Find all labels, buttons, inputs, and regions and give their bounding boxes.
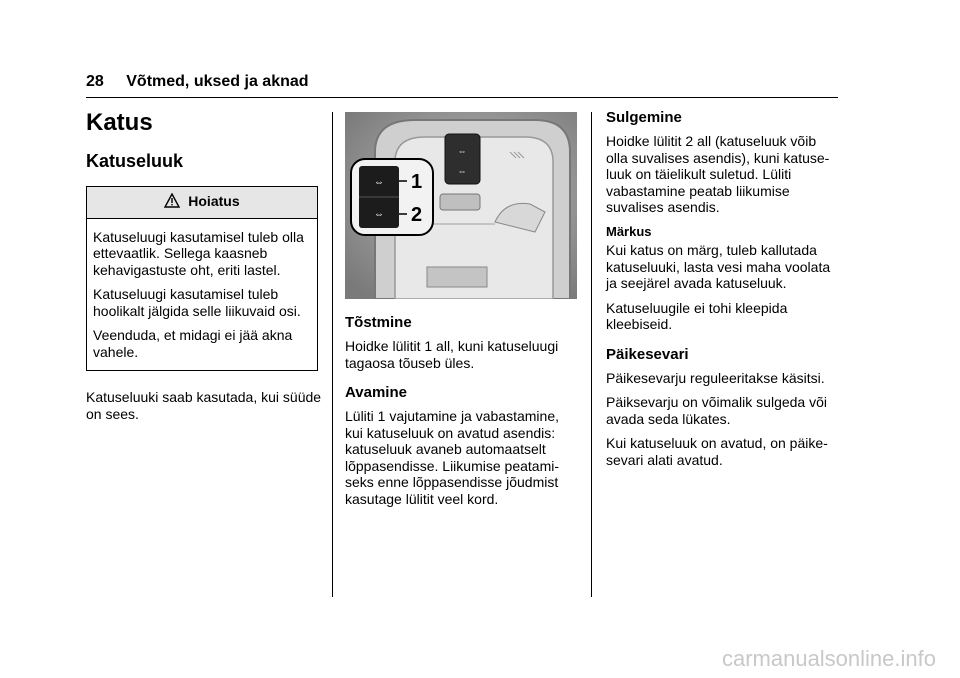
warning-paragraph: Katuseluugi kasutamisel tuleb olla ettevaatlik. Sellega kaasneb kehavigastuste oht, eriti lastel. xyxy=(93,228,304,278)
header-rule xyxy=(86,97,838,98)
text-avamine: Lüliti 1 vajutamine ja vabastamine, kui katuseluuk on avatud asendis: katuseluuk avaneb automaatselt lõppasendisse. Liikumise peatami-seks enne lõppasendisse jõudmist kasutage lülitit veel kord. xyxy=(345,408,560,507)
subsection-title: Katuseluuk xyxy=(86,151,184,171)
warning-paragraph: Katuseluugi kasutamisel tuleb hoolikalt jälgida selle liikuvaid osi. xyxy=(93,286,301,319)
heading-sulgemine: Sulgemine xyxy=(606,109,682,126)
heading-avamine: Avamine xyxy=(345,384,407,401)
svg-text:⇔: ⇔ xyxy=(457,166,467,176)
page-header xyxy=(86,73,309,91)
text-sulgemine-extra: Katuseluugile ei tohi kleepida kleebiseid. xyxy=(606,299,788,332)
watermark: carmanualsonline.info xyxy=(721,646,936,671)
note-label: Märkus xyxy=(606,223,652,239)
page-number: 28 xyxy=(86,73,104,90)
heading-paikesevari: Päikesevari xyxy=(606,345,689,363)
text-paikesevari: Päiksevarju on võimalik sulgeda või avada seda lükates. xyxy=(606,394,827,427)
svg-text:⇔: ⇔ xyxy=(374,177,384,188)
warning-body xyxy=(87,219,317,371)
warning-box xyxy=(86,186,318,371)
chapter-title: Võtmed, uksed ja aknad xyxy=(126,73,309,90)
warning-header xyxy=(87,187,317,219)
warning-paragraph: Veenduda, et midagi ei jää akna vahele. xyxy=(93,327,293,360)
text-paikesevari: Kui katuseluuk on avatud, on päike-sevari alati avatud. xyxy=(606,435,828,468)
callout-2: 2 xyxy=(411,204,423,226)
sunroof-switch-figure xyxy=(345,112,577,299)
svg-text:⇔: ⇔ xyxy=(457,146,467,156)
column-divider-left xyxy=(332,112,333,597)
callout-1: 1 xyxy=(411,171,423,193)
warning-triangle-icon xyxy=(164,193,180,212)
note-text: Kui katus on märg, tuleb kallutada katuseluuki, lasta vesi maha voolata ja seejärel avada katuseluuk. xyxy=(606,242,831,291)
left-column xyxy=(86,108,322,430)
text-tostmine: Hoidke lülitit 1 all, kuni katuseluugi tagaosa tõuseb üles. xyxy=(345,338,559,371)
svg-text:⇔: ⇔ xyxy=(374,209,384,220)
column-divider-right xyxy=(591,112,592,597)
section-title: Katus xyxy=(86,109,153,136)
warning-title: Hoiatus xyxy=(188,193,240,209)
heading-tostmine: Tõstmine xyxy=(345,314,412,331)
body-text: Katuseluuki saab kasutada, kui süüde on sees. xyxy=(86,389,322,422)
middle-column xyxy=(345,112,579,515)
text-sulgemine: Hoidke lülitit 2 all (katuseluuk võib olla suvalises asendis), kuni katuse-luuk on täielikult suletud. Lüliti vabastamine peatab liikumise suvalises asendis. xyxy=(606,133,830,215)
right-column xyxy=(606,108,840,476)
text-paikesevari: Päikesevarju reguleeritakse käsitsi. xyxy=(606,369,825,386)
